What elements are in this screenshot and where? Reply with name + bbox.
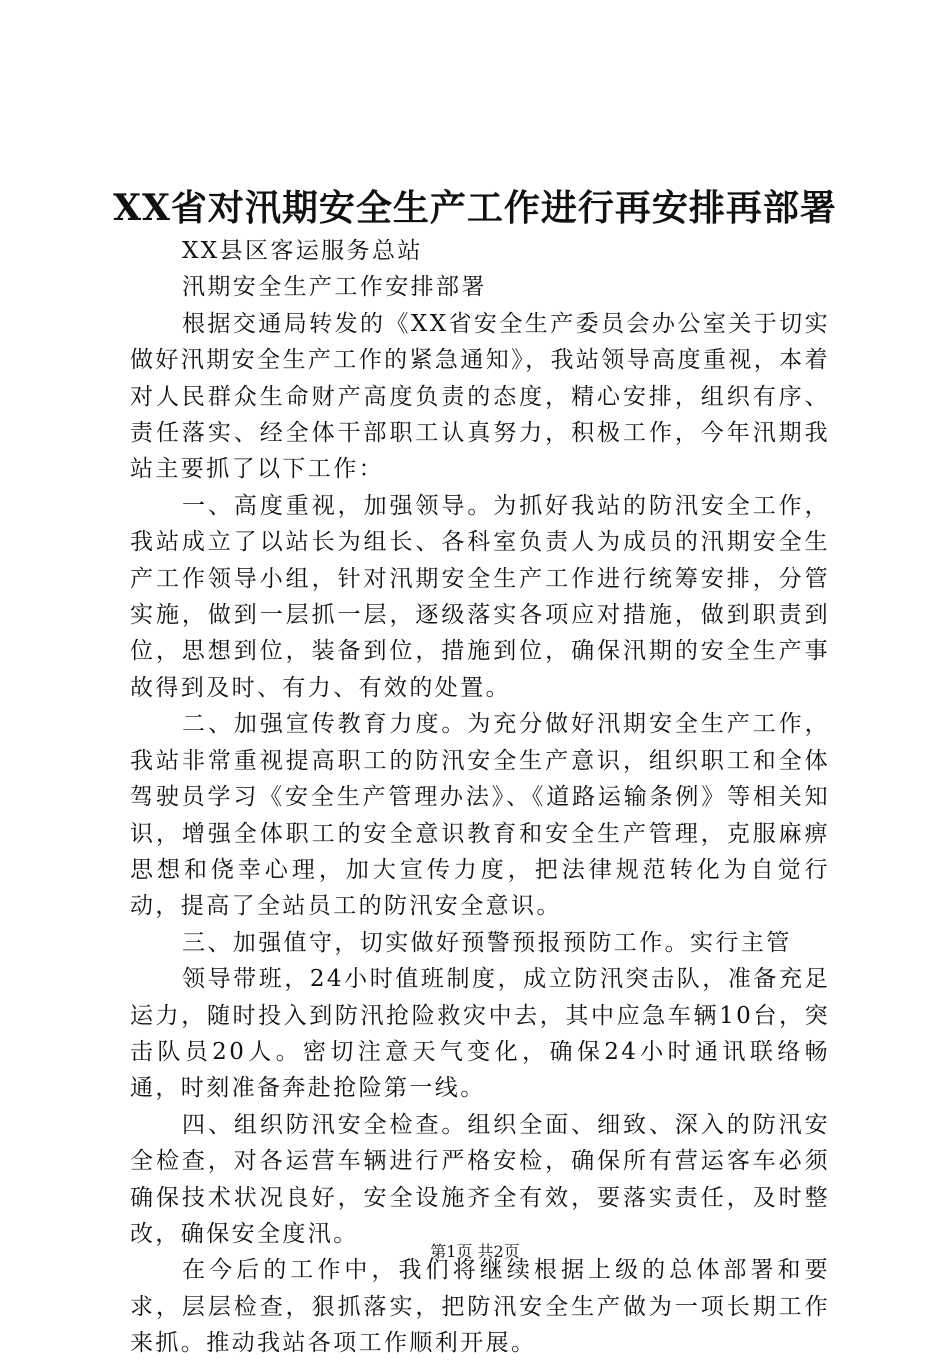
section-three-paragraph: 领导带班，24小时值班制度，成立防汛突击队，准备充足运力，随时投入到防汛抢险救灾中去，其中应急车辆10台，突击队员20人。密切注意天气变化，确保24小时通讯联络畅通，时刻准备奔赴抢险第一线。 <box>130 966 830 1102</box>
intro-paragraph: 根据交通局转发的《XX省安全生产委员会办公室关于切实做好汛期安全生产工作的紧急通知》，我站领导高度重视，本着对人民群众生命财产高度负责的态度，精心安排，组织有序、责任落实、经全体干部职工认真努力，积极工作，今年汛期我站主要抓了以下工作： <box>130 310 830 483</box>
section-two-paragraph: 二、加强宣传教育力度。为充分做好汛期安全生产工作，我站非常重视提高职工的防汛安全生产意识，组织职工和全体驾驶员学习《安全生产管理办法》、《道路运输条例》等相关知识，增强全体职工的安全意识教育和安全生产管理，克服麻痹思想和侥幸心理，加大宣传力度，把法律规范转化为自觉行动，提高了全站员工的防汛安全意识。 <box>130 711 830 920</box>
document-body <box>130 233 830 1362</box>
section-four-paragraph: 四、组织防汛安全检查。组织全面、细致、深入的防汛安全检查，对各运营车辆进行严格安检，确保所有营运客车必须确保技术状况良好，安全设施齐全有效，要落实责任，及时整改，确保安全度汛。 <box>130 1111 830 1247</box>
closing-paragraph: 在今后的工作中，我们将继续根据上级的总体部署和要求，层层检查，狠抓落实，把防汛安全生产做为一项长期工作来抓。推动我站各项工作顺利开展。 <box>130 1257 830 1357</box>
page-number-footer: 第1页 共2页 <box>430 1242 520 1261</box>
section-one-paragraph: 一、高度重视，加强领导。为抓好我站的防汛安全工作，我站成立了以站长为组长、各科室负责人为成员的汛期安全生产工作领导小组，针对汛期安全生产工作进行统筹安排，分管实施，做到一层抓一层，逐级落实各项应对措施，做到职责到位，思想到位，装备到位，措施到位，确保汛期的安全生产事故得到及时、有力、有效的处置。 <box>130 492 830 701</box>
org-name-line: XX县区客运服务总站 <box>182 238 423 264</box>
subtitle-line: 汛期安全生产工作安排部署 <box>182 274 487 301</box>
document-title: XX省对汛期安全生产工作进行再安排再部署 <box>113 187 837 229</box>
section-three-heading: 三、加强值守，切实做好预警预报预防工作。实行主管 <box>182 929 792 956</box>
